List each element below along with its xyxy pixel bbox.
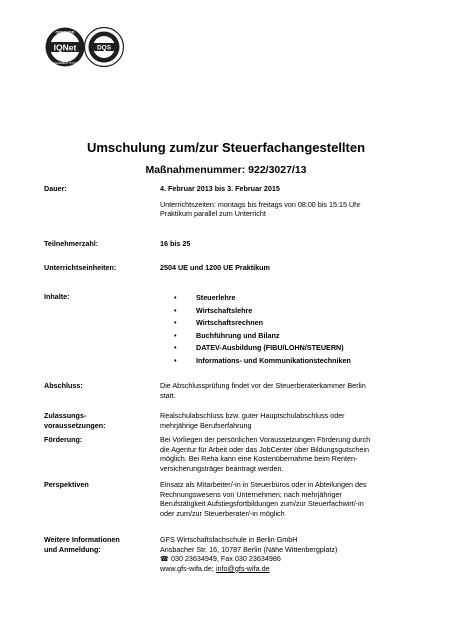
company-name: GFS Wirtschaftsfachschule in Berlin GmbH <box>160 535 298 544</box>
certification-logo <box>44 26 164 68</box>
measure-number: Maßnahmenummer: 922/3027/13 <box>145 164 307 176</box>
perspektiven-text-1: Einsatz als Mitarbeiter/-in in Steuerbüros oder in Abteilungen des <box>160 480 367 489</box>
foerderung-text-1: Bei Vorliegen der persönlichen Voraussetzungen Förderung durch <box>160 435 371 444</box>
row-dauer <box>44 184 424 219</box>
row-foerderung <box>44 435 424 473</box>
row-teilnehmerzahl <box>44 239 424 249</box>
svg-text:DQS: DQS <box>96 44 112 52</box>
foerderung-text-3: möglich. Bei Reha kann eine Kostenübernahme beim Renten- <box>160 454 358 464</box>
list-item: • Steuerlehre <box>174 292 424 305</box>
row-zulassung <box>44 411 424 430</box>
bullet-icon: • <box>174 305 177 315</box>
label-teilnehmerzahl: Teilnehmerzahl: <box>44 239 99 248</box>
label-kontakt-1: Weitere Informationen <box>44 535 120 544</box>
note-unterrichtszeiten: Unterrichtszeiten: montags bis freitags von 08:00 bis 15:15 Uhr <box>160 199 361 209</box>
list-item: • Buchführung und Bilanz <box>174 330 424 343</box>
list-item: • DATEV-Ausbildung (FIBU/LOHN/STEUERN) <box>174 342 424 355</box>
row-inhalte <box>44 292 424 368</box>
bullet-icon: • <box>174 343 177 353</box>
abschluss-text-1: Die Abschlussprüfung findet vor der Steuerberaterkammer Berlin <box>160 381 366 390</box>
svg-text:MANAGEMENT SYSTEM: MANAGEMENT SYSTEM <box>51 62 79 65</box>
abschluss-text-2: statt. <box>160 390 176 400</box>
row-abschluss <box>44 381 424 400</box>
bullet-icon: • <box>174 330 177 340</box>
zulassung-text-1: Realschulabschluss bzw. guter Hauptschulabschluss oder <box>160 411 345 420</box>
svg-text:IQNet: IQNet <box>53 42 77 53</box>
perspektiven-text-4: oder zum/zur Steuerberater/-in möglich <box>160 508 285 518</box>
label-unterrichtseinheiten: Unterrichtseinheiten: <box>44 263 117 272</box>
row-perspektiven <box>44 480 424 518</box>
label-abschluss: Abschluss: <box>44 381 83 390</box>
row-unterrichtseinheiten <box>44 263 424 273</box>
label-inhalte: Inhalte: <box>44 292 70 301</box>
list-item: • Informations- und Kommunikationstechniken <box>174 355 424 368</box>
label-kontakt-2: und Anmeldung: <box>44 544 101 554</box>
zulassung-text-2: mehrjährige Berufserfahrung <box>160 420 252 430</box>
website-link[interactable]: www.gfs-wifa.de; <box>160 563 214 573</box>
foerderung-text-4: versicherungsträger beantragt werden. <box>160 463 284 473</box>
inhalte-list <box>174 292 424 368</box>
label-zulassung-1: Zulassungs- <box>44 411 87 420</box>
page-title: Umschulung zum/zur Steuerfachangestellten <box>86 140 366 155</box>
foerderung-text-2: die Agentur für Arbeit oder das JobCenter über Bildungsgutschein <box>160 444 369 454</box>
label-dauer: Dauer: <box>44 184 67 193</box>
bullet-icon: • <box>174 355 177 365</box>
note-praktikum: Praktikum parallel zum Unterricht <box>160 209 266 219</box>
list-item: • Wirtschaftsrechnen <box>174 317 424 330</box>
perspektiven-text-2: Rechnungswesens von Unternehmen; nach mehrjähriger <box>160 489 342 499</box>
perspektiven-text-3: Berufstätigkeit Aufstiegsfortbildungen zum/zur Steuerfachwirt/-in <box>160 499 364 509</box>
company-address: Ansbacher Str. 16, 10787 Berlin (Nähe Wittenbergplatz) <box>160 544 338 554</box>
list-item: • Wirtschaftslehre <box>174 305 424 318</box>
label-perspektiven: Perspektiven <box>44 480 89 489</box>
svg-text:CERTIFIED: CERTIFIED <box>55 30 75 35</box>
label-foerderung: Förderung: <box>44 435 83 444</box>
bullet-icon: • <box>174 293 177 302</box>
email-link[interactable]: info@gfs-wifa.de <box>215 563 270 573</box>
value-teilnehmerzahl: 16 bis 25 <box>160 239 191 248</box>
bullet-icon: • <box>174 318 177 328</box>
value-dauer: 4. Februar 2013 bis 3. Februar 2015 <box>160 184 280 193</box>
company-phone: ☎ 030 23634949, Fax 030 23634986 <box>160 554 281 564</box>
value-unterrichtseinheiten: 2504 UE und 1200 UE Praktikum <box>160 263 270 272</box>
label-zulassung-2: voraussetzungen: <box>44 420 106 430</box>
row-kontakt <box>44 535 424 573</box>
